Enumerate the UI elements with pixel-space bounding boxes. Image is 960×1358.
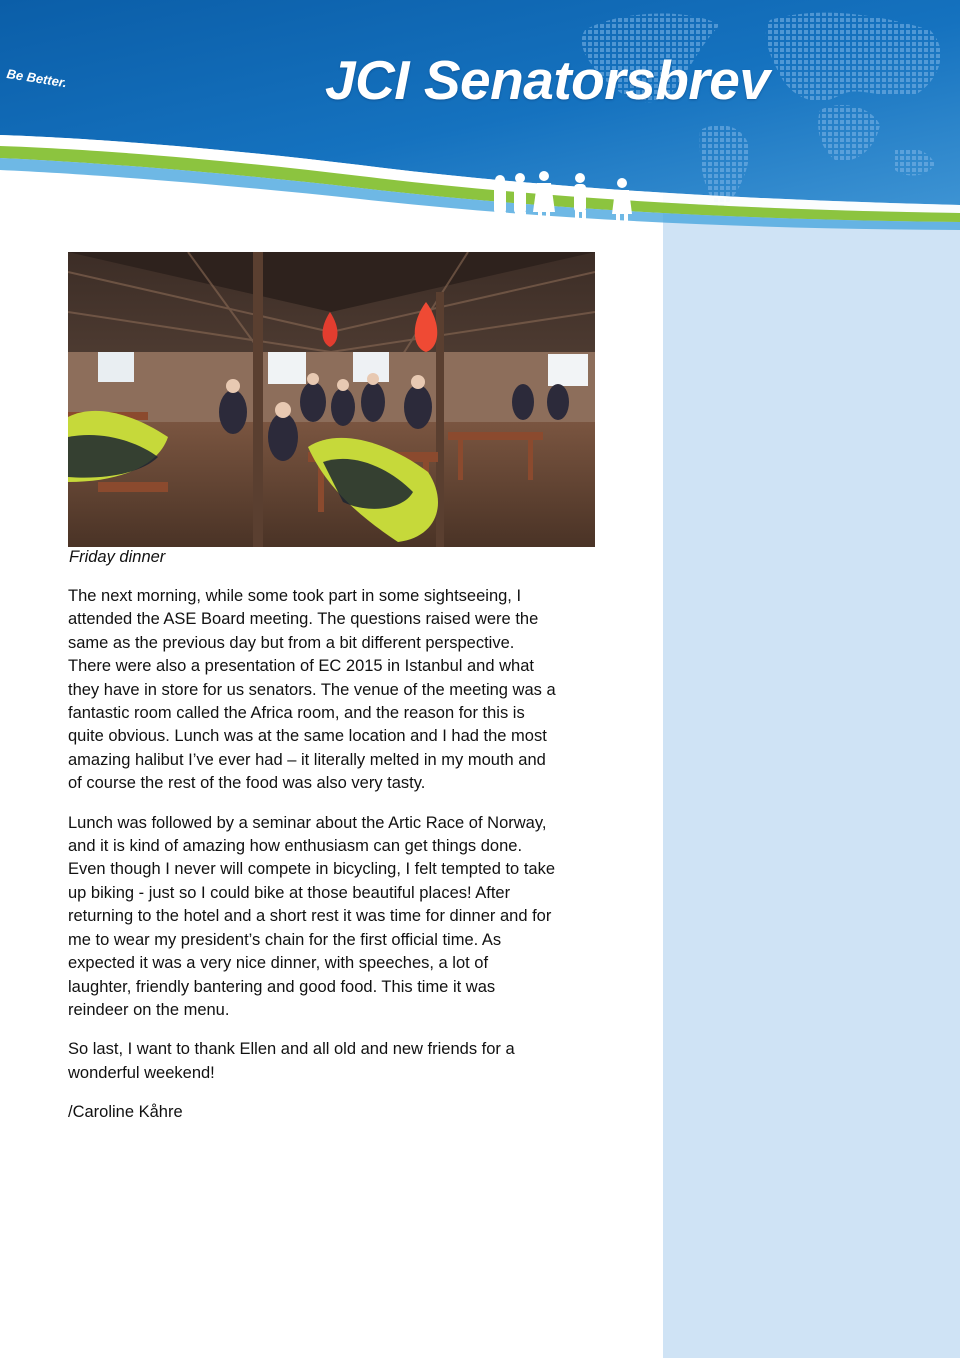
article-body	[68, 585, 608, 1141]
header-banner	[0, 0, 960, 250]
article-paragraph: So last, I want to thank Ellen and all old and new friends for a wonderful weekend!	[68, 1040, 515, 1082]
dinner-photo-illustration	[68, 252, 595, 547]
slogan-logo-text: Be Better.	[5, 66, 68, 91]
article-paragraph: The next morning, while some took part in some sightseeing, I attended the ASE Board meeting. The questions raised were the same as the previous day but from a bit different perspective. There were also a presentation of EC 2015 in Istanbul and what they have in store for us senators. The venue of the meeting was a fantastic room called the Africa room, and the reason for this is quite obvious. Lunch was at the same location and I had the most amazing halibut I’ve ever had – it literally melted in my mouth and of course the rest of the food was also very tasty.	[68, 587, 556, 793]
dinner-photo	[68, 252, 595, 547]
banner-graphic	[0, 0, 960, 250]
photo-caption: Friday dinner	[69, 548, 166, 566]
article-paragraph: Lunch was followed by a seminar about the Artic Race of Norway, and it is kind of amazing how enthusiasm can get things done. Even though I never will compete in bicycling, I felt tempted to take up biking - just so I could bike at those beautiful places! After returning to the hotel and a short rest it was time for dinner and for me to wear my president’s chain for the first official time. As expected it was a very nice dinner, with speeches, a lot of laughter, friendly bantering and good food. This time it was reindeer on the menu.	[68, 813, 556, 1019]
article-signature: /Caroline Kåhre	[68, 1103, 183, 1122]
masthead-title: JCI Senatorsbrev	[325, 49, 770, 111]
